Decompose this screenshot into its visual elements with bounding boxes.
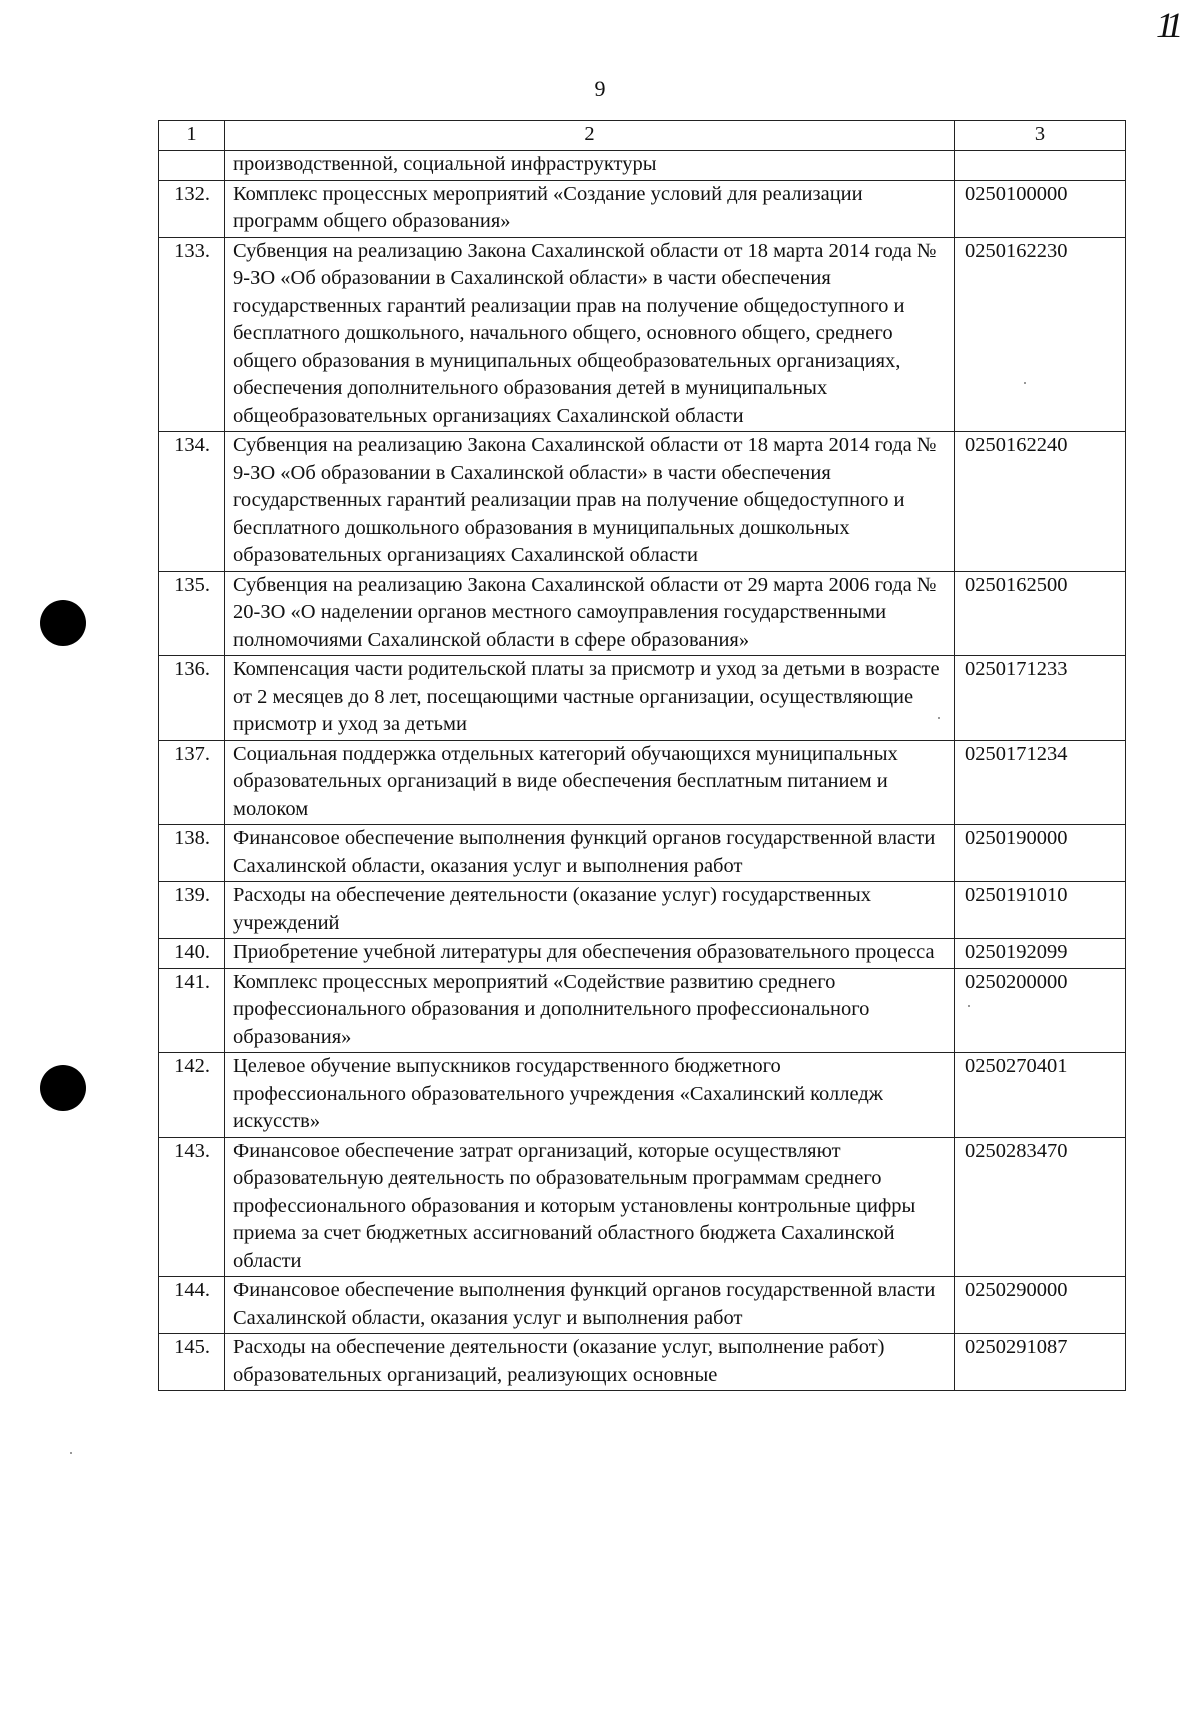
row-number: 135.: [159, 571, 225, 656]
row-code: 0250283470: [955, 1137, 1126, 1277]
row-description: Расходы на обеспечение деятельности (оказание услуг) государственных учреждений: [225, 882, 955, 939]
row-code: 0250291087: [955, 1334, 1126, 1391]
header-col-3: 3: [955, 121, 1126, 151]
row-description: Финансовое обеспечение выполнения функций органов государственной власти Сахалинской области, оказания услуг и выполнения работ: [225, 1277, 955, 1334]
row-code: 0250171233: [955, 656, 1126, 741]
row-number: [159, 151, 225, 181]
table-row: [159, 237, 1126, 432]
table-row: [159, 968, 1126, 1053]
row-description: Субвенция на реализацию Закона Сахалинской области от 29 марта 2006 года № 20-ЗО «О наделении органов местного самоуправления государственными полномочиями Сахалинской области в сфере образования»: [225, 571, 955, 656]
table-row: [159, 1053, 1126, 1138]
row-description: Субвенция на реализацию Закона Сахалинской области от 18 марта 2014 года № 9-ЗО «Об образовании в Сахалинской области» в части обеспечения государственных гарантий реализации прав на получение общедоступного и бесплатного дошкольного, начального общего, основного общего, среднего общего образования в муниципальных общеобразовательных организациях, обеспечения дополнительного образования детей в муниципальных общеобразовательных организациях Сахалинской области: [225, 237, 955, 432]
table-row: [159, 656, 1126, 741]
row-description: Целевое обучение выпускников государственного бюджетного профессионального образовательного учреждения «Сахалинский колледж искусств»: [225, 1053, 955, 1138]
row-number: 145.: [159, 1334, 225, 1391]
table-row: [159, 939, 1126, 969]
row-number: 139.: [159, 882, 225, 939]
table-row: [159, 1137, 1126, 1277]
row-code: 0250162230: [955, 237, 1126, 432]
table-row: [159, 180, 1126, 237]
row-description: Финансовое обеспечение выполнения функций органов государственной власти Сахалинской области, оказания услуг и выполнения работ: [225, 825, 955, 882]
table-row: [159, 740, 1126, 825]
row-code: 0250190000: [955, 825, 1126, 882]
punch-hole-top: [40, 600, 86, 646]
row-number: 132.: [159, 180, 225, 237]
table-row: [159, 882, 1126, 939]
page-number: 9: [594, 76, 606, 101]
row-description: Расходы на обеспечение деятельности (оказание услуг, выполнение работ) образовательных организаций, реализующих основные: [225, 1334, 955, 1391]
scan-speck: [70, 1452, 72, 1454]
row-description: Социальная поддержка отдельных категорий обучающихся муниципальных образовательных организаций в виде обеспечения бесплатным питанием и молоком: [225, 740, 955, 825]
header-col-2: 2: [225, 121, 955, 151]
row-code: 0250191010: [955, 882, 1126, 939]
budget-classification-table: [158, 120, 1126, 1391]
table-row: [159, 571, 1126, 656]
table-row: [159, 825, 1126, 882]
table-row: [159, 432, 1126, 572]
handwritten-page-mark: 11: [1156, 5, 1178, 45]
header-col-1: 1: [159, 121, 225, 151]
row-description: Приобретение учебной литературы для обеспечения образовательного процесса: [225, 939, 955, 969]
table-row: [159, 151, 1126, 181]
row-description: производственной, социальной инфраструктуры: [225, 151, 955, 181]
row-code: 0250100000: [955, 180, 1126, 237]
row-code: 0250270401: [955, 1053, 1126, 1138]
row-number: 137.: [159, 740, 225, 825]
row-description: Комплекс процессных мероприятий «Создание условий для реализации программ общего образования»: [225, 180, 955, 237]
row-number: 136.: [159, 656, 225, 741]
row-description: Субвенция на реализацию Закона Сахалинской области от 18 марта 2014 года № 9-ЗО «Об образовании в Сахалинской области» в части обеспечения государственных гарантий реализации прав на получение общедоступного и бесплатного дошкольного образования в муниципальных дошкольных образовательных организациях Сахалинской области: [225, 432, 955, 572]
row-number: 134.: [159, 432, 225, 572]
row-description: Финансовое обеспечение затрат организаций, которые осуществляют образовательную деятельность по образовательным программам среднего профессионального образования и которым установлены контрольные цифры приема за счет бюджетных ассигнований областного бюджета Сахалинской области: [225, 1137, 955, 1277]
table-header-row: [159, 121, 1126, 151]
table-row: [159, 1334, 1126, 1391]
row-number: 140.: [159, 939, 225, 969]
row-number: 143.: [159, 1137, 225, 1277]
row-number: 133.: [159, 237, 225, 432]
punch-hole-bottom: [40, 1065, 86, 1111]
row-description: Компенсация части родительской платы за присмотр и уход за детьми в возрасте от 2 месяцев до 8 лет, посещающими частные организации, осуществляющие присмотр и уход за детьми: [225, 656, 955, 741]
row-number: 144.: [159, 1277, 225, 1334]
row-number: 142.: [159, 1053, 225, 1138]
row-number: 141.: [159, 968, 225, 1053]
table-row: [159, 1277, 1126, 1334]
row-code: 0250192099: [955, 939, 1126, 969]
row-description: Комплекс процессных мероприятий «Содействие развитию среднего профессионального образования и дополнительного профессионального образования»: [225, 968, 955, 1053]
row-code: 0250171234: [955, 740, 1126, 825]
row-code: [955, 151, 1126, 181]
table-body: [159, 121, 1126, 1391]
row-code: 0250200000: [955, 968, 1126, 1053]
row-number: 138.: [159, 825, 225, 882]
row-code: 0250162240: [955, 432, 1126, 572]
row-code: 0250290000: [955, 1277, 1126, 1334]
row-code: 0250162500: [955, 571, 1126, 656]
